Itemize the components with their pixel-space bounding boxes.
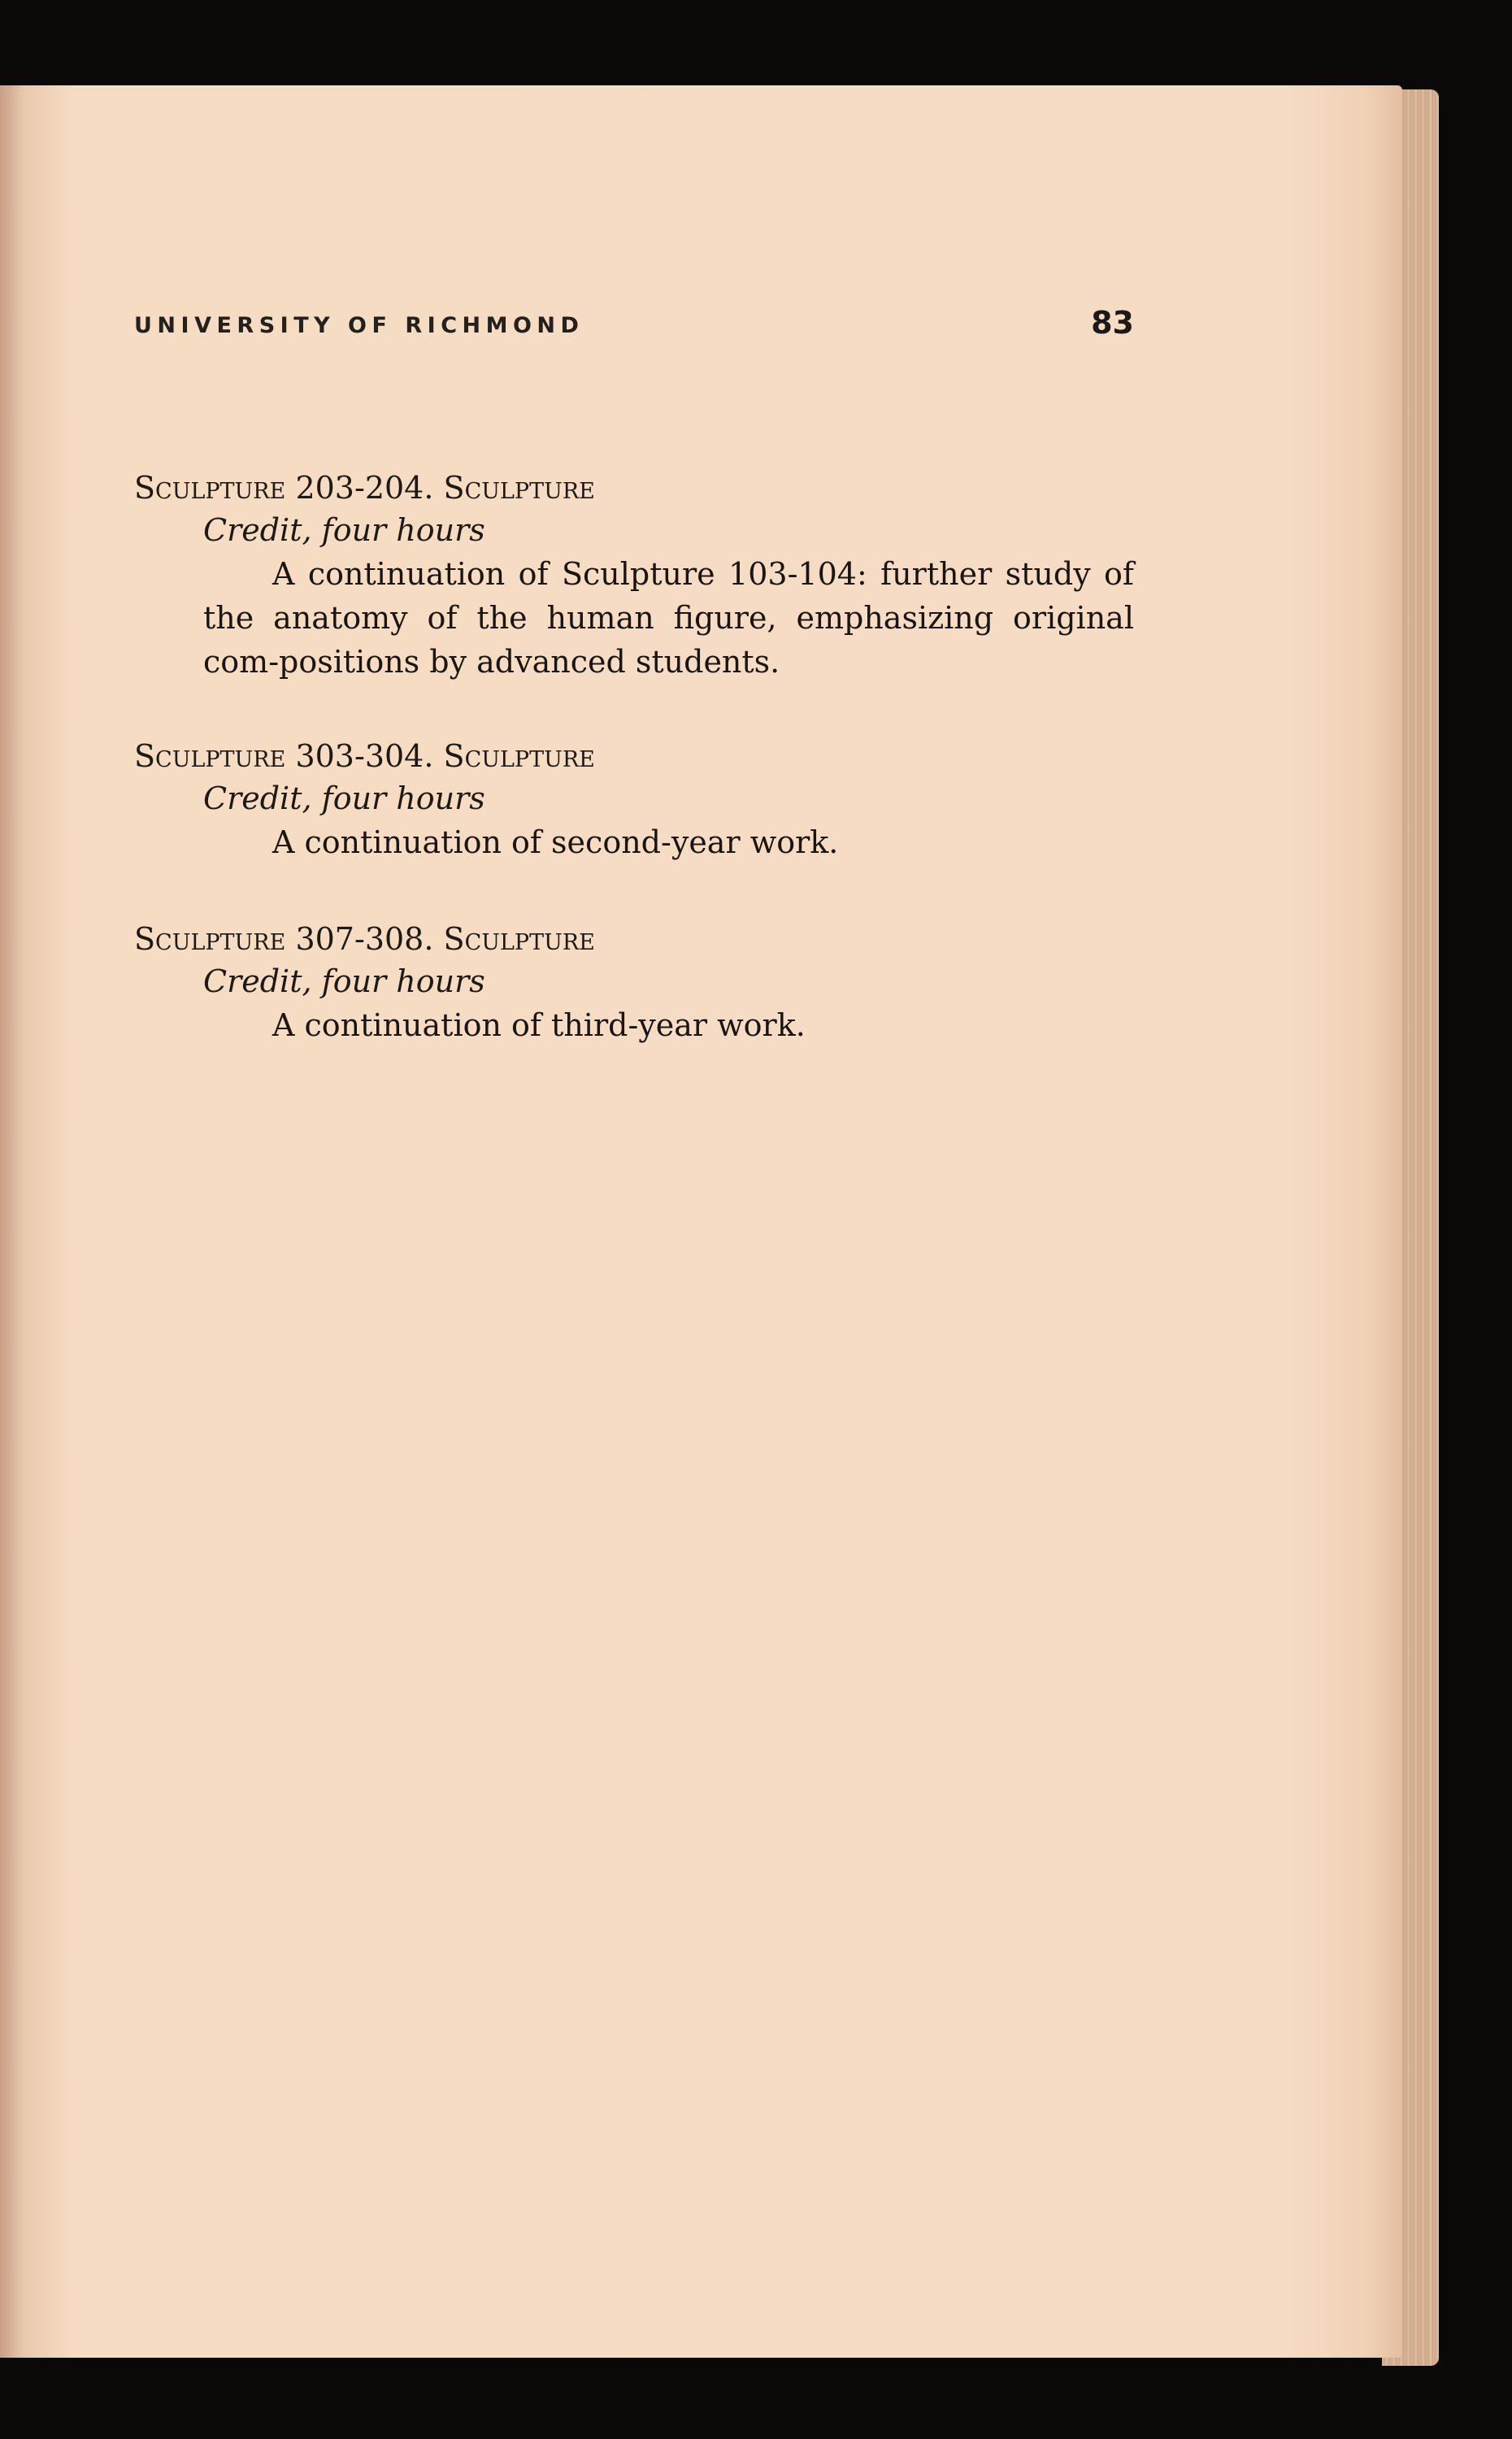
course-heading bbox=[134, 919, 1134, 959]
course-description: A continuation of third-year work. bbox=[272, 1007, 806, 1043]
course-number: 307-308. bbox=[295, 921, 434, 957]
course-name: Sculpture bbox=[134, 738, 286, 774]
course-entry bbox=[134, 467, 1134, 684]
course-heading bbox=[134, 467, 1134, 508]
course-heading bbox=[134, 736, 1134, 776]
course-title: Sculpture bbox=[443, 921, 595, 957]
course-title: Sculpture bbox=[443, 738, 595, 774]
running-head bbox=[134, 305, 1134, 346]
running-title: UNIVERSITY OF RICHMOND bbox=[134, 313, 584, 338]
course-entry bbox=[134, 736, 1134, 864]
course-title: Sculpture bbox=[443, 470, 595, 506]
course-description: A continuation of second-year work. bbox=[272, 824, 839, 860]
course-number: 303-304. bbox=[295, 738, 434, 774]
course-name: Sculpture bbox=[134, 470, 286, 506]
course-credit: Credit, four hours bbox=[203, 512, 485, 548]
page-content bbox=[0, 85, 1402, 2358]
course-entry bbox=[134, 919, 1134, 1047]
book-page bbox=[0, 85, 1402, 2358]
page-number: 83 bbox=[1091, 305, 1134, 341]
course-credit: Credit, four hours bbox=[203, 963, 485, 999]
course-credit: Credit, four hours bbox=[203, 780, 485, 816]
course-description: A continuation of Sculpture 103-104: further study of the anatomy of the human figure, emphasizing original com-positions by advanced students. bbox=[203, 556, 1134, 680]
course-name: Sculpture bbox=[134, 921, 286, 957]
course-number: 203-204. bbox=[295, 470, 434, 506]
